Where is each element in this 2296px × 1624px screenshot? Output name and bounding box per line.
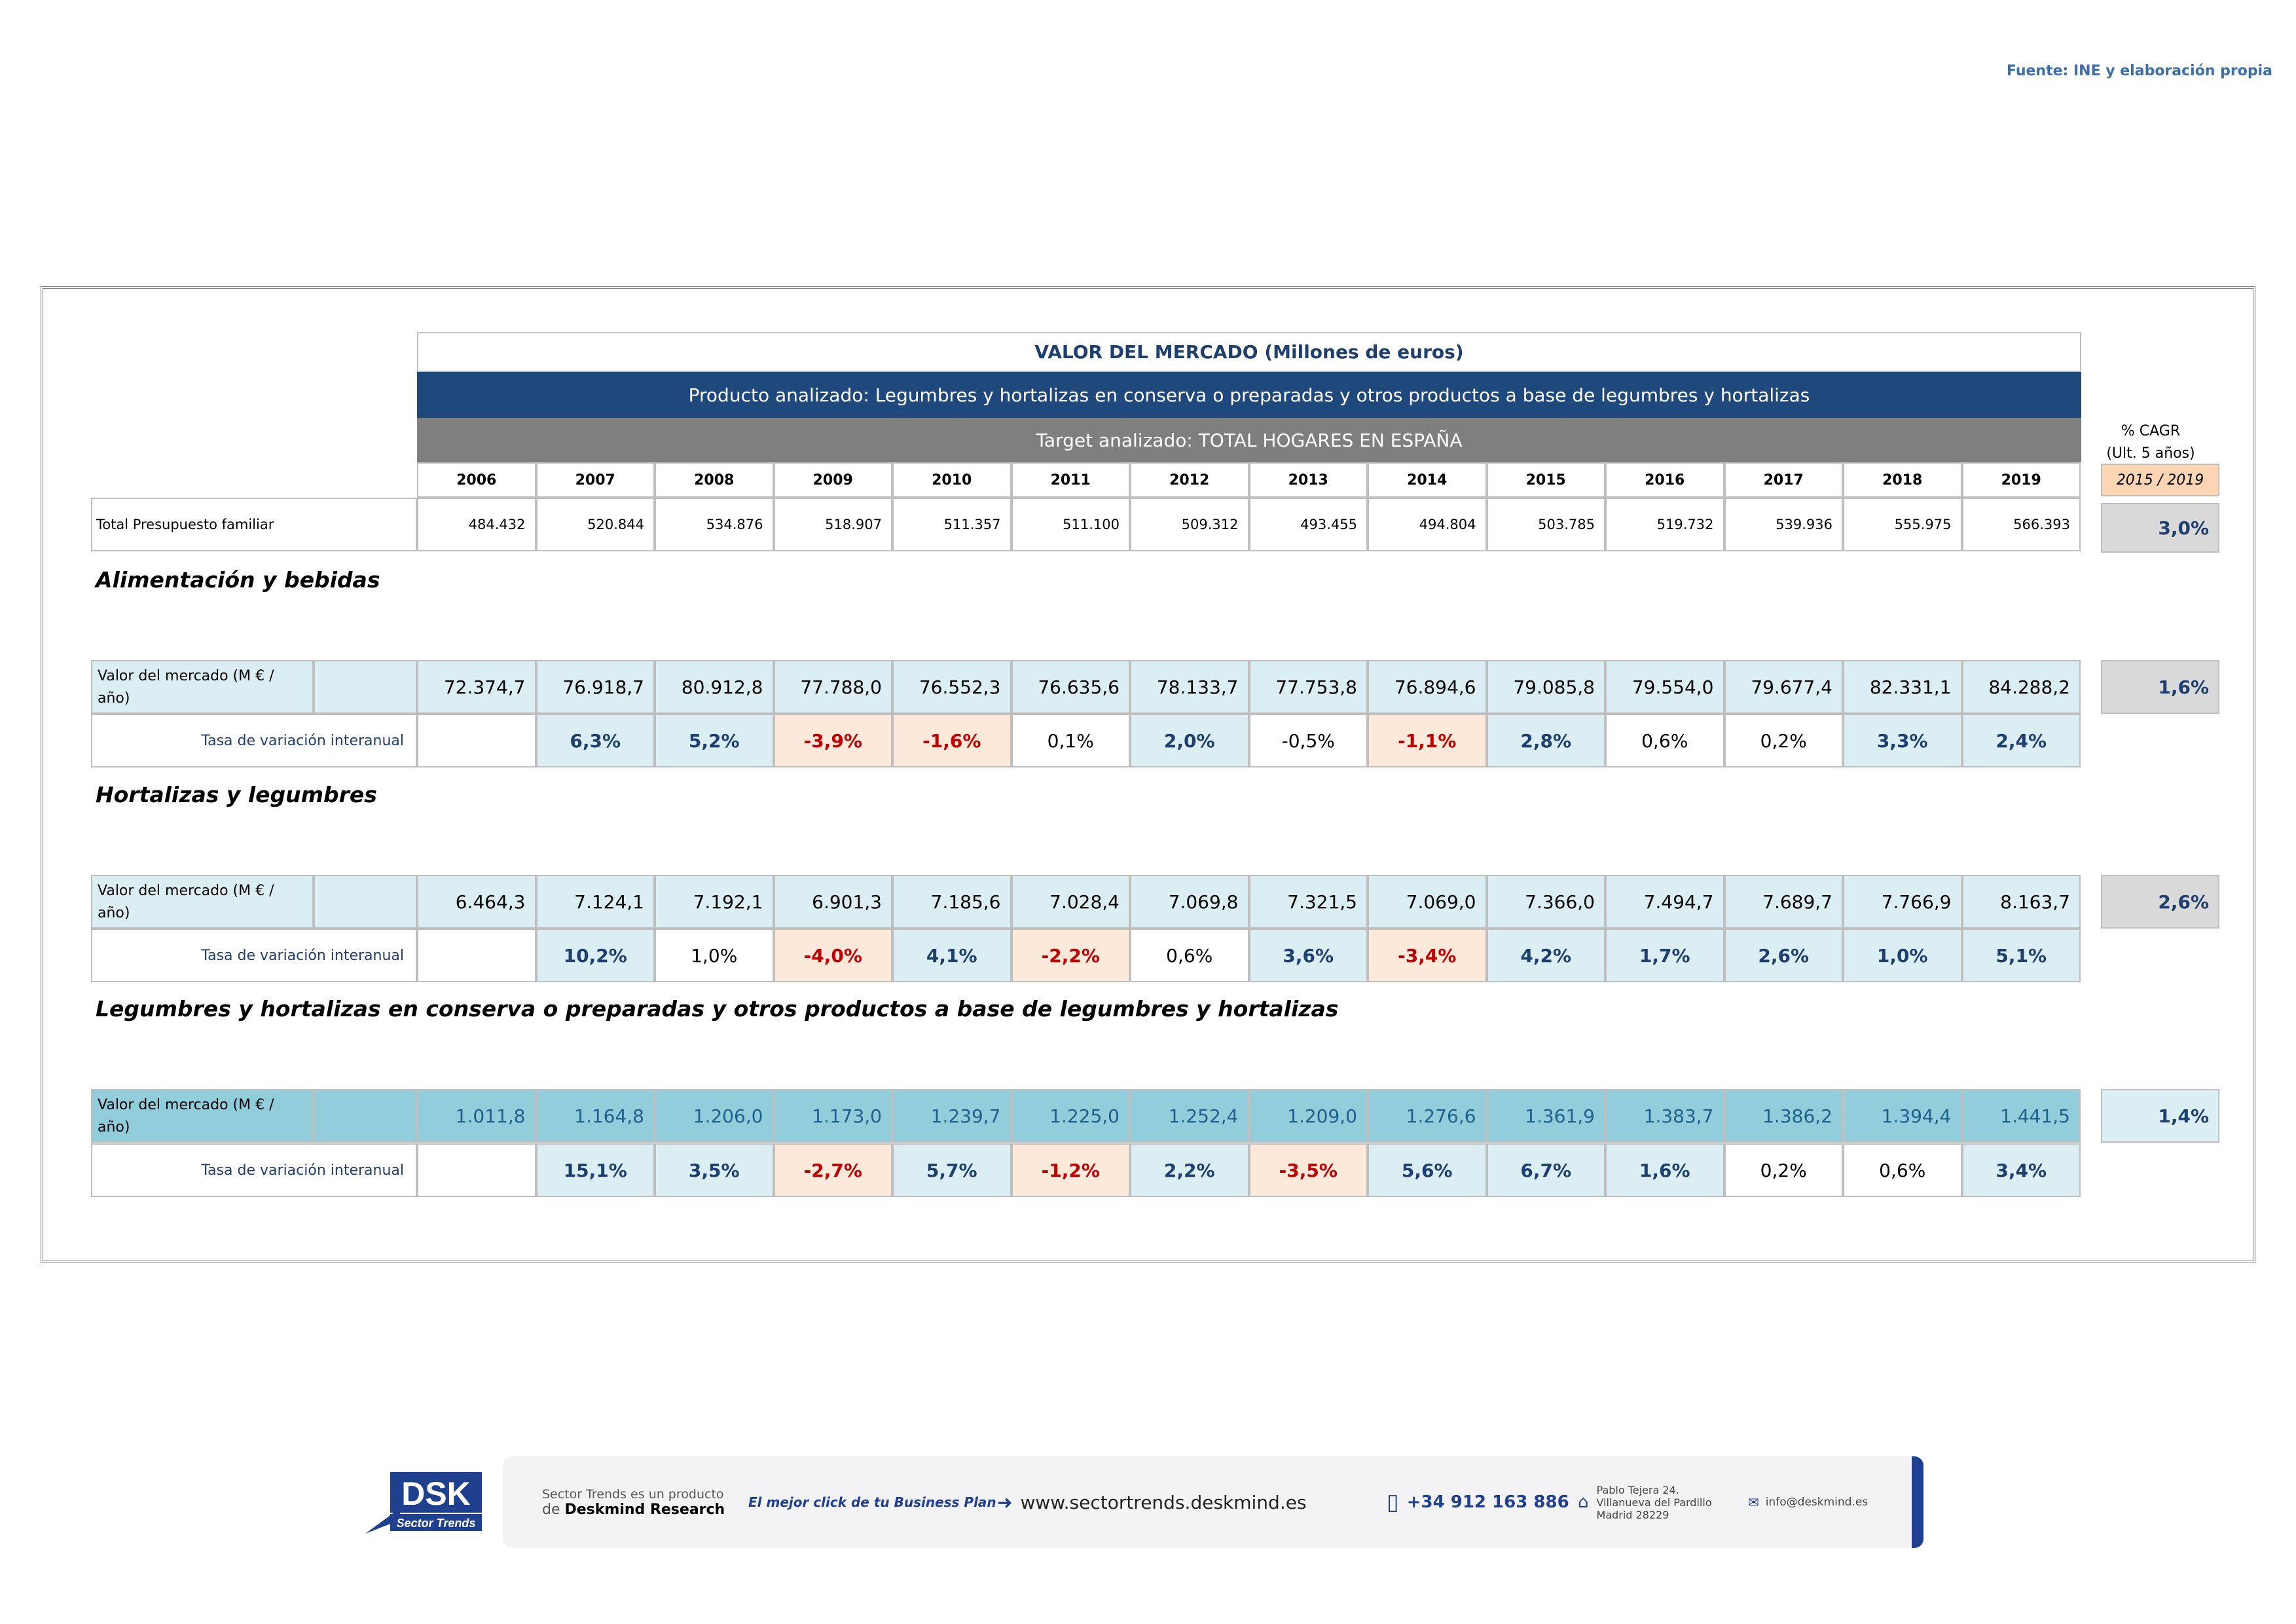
value-label-3: Valor del mercado (M € / año): [91, 1089, 314, 1143]
market-value-1-2019: 84.288,2: [1962, 660, 2081, 714]
year-header-2010: 2010: [892, 462, 1011, 498]
year-header-2018: 2018: [1843, 462, 1962, 498]
rate-value-1-2009: -3,9%: [774, 714, 893, 767]
footer-website: www.sectortrends.deskmind.es: [1020, 1491, 1307, 1513]
rate-empty-3: [417, 1143, 536, 1197]
section-title-3: Legumbres y hortalizas en conserva o preparadas y otros productos a base de legumbres y hortalizas: [96, 996, 1339, 1022]
home-icon: ⌂: [1578, 1492, 1589, 1512]
rate-value-3-2017: 0,2%: [1724, 1143, 1844, 1197]
budget-value-2012: 509.312: [1130, 498, 1249, 551]
market-value-2-2015: 7.366,0: [1487, 875, 1606, 929]
rate-value-2-2019: 5,1%: [1962, 929, 2081, 982]
market-value-2-2006: 6.464,3: [417, 875, 536, 929]
market-value-3-2015: 1.361,9: [1487, 1089, 1606, 1143]
rate-value-3-2018: 0,6%: [1843, 1143, 1962, 1197]
value-label-spacer-3: [314, 1089, 417, 1143]
rate-value-1-2016: 0,6%: [1605, 714, 1724, 767]
dsk-logo-icon: [365, 1471, 483, 1536]
year-header-2013: 2013: [1249, 462, 1368, 498]
market-value-1-2013: 77.753,8: [1249, 660, 1368, 714]
rate-value-2-2009: -4,0%: [774, 929, 893, 982]
market-value-1-2007: 76.918,7: [536, 660, 655, 714]
rate-value-3-2015: 6,7%: [1487, 1143, 1606, 1197]
market-value-3-2019: 1.441,5: [1962, 1089, 2081, 1143]
rate-value-2-2012: 0,6%: [1130, 929, 1249, 982]
rate-value-1-2011: 0,1%: [1011, 714, 1131, 767]
market-value-3-2011: 1.225,0: [1011, 1089, 1131, 1143]
market-value-3-2018: 1.394,4: [1843, 1089, 1962, 1143]
budget-value-2008: 534.876: [655, 498, 774, 551]
rate-value-1-2018: 3,3%: [1843, 714, 1962, 767]
footer-intro-prefix: de: [542, 1501, 560, 1518]
budget-value-2014: 494.804: [1368, 498, 1487, 551]
address-line2: Villanueva del Pardillo: [1596, 1496, 1712, 1509]
market-value-1-2015: 79.085,8: [1487, 660, 1606, 714]
rate-value-2-2017: 2,6%: [1724, 929, 1844, 982]
budget-value-2007: 520.844: [536, 498, 655, 551]
rate-value-2-2013: 3,6%: [1249, 929, 1368, 982]
source-note: Fuente: INE y elaboración propia: [2006, 63, 2272, 79]
cagr-header-line2: (Ult. 5 años): [2106, 445, 2195, 462]
market-value-3-2008: 1.206,0: [655, 1089, 774, 1143]
year-header-2016: 2016: [1605, 462, 1724, 498]
year-header-2015: 2015: [1487, 462, 1606, 498]
budget-value-2006: 484.432: [417, 498, 536, 551]
budget-value-2010: 511.357: [892, 498, 1011, 551]
market-value-2-2009: 6.901,3: [774, 875, 893, 929]
value-label-spacer-2: [314, 875, 417, 929]
year-header-2019: 2019: [1962, 462, 2081, 498]
rate-value-3-2007: 15,1%: [536, 1143, 655, 1197]
rate-value-2-2016: 1,7%: [1605, 929, 1724, 982]
value-label-2: Valor del mercado (M € / año): [91, 875, 314, 929]
budget-value-2015: 503.785: [1487, 498, 1606, 551]
market-value-1-2017: 79.677,4: [1724, 660, 1844, 714]
market-value-3-2006: 1.011,8: [417, 1089, 536, 1143]
rate-value-3-2010: 5,7%: [892, 1143, 1011, 1197]
mail-icon: ✉: [1748, 1494, 1759, 1510]
market-value-2-2010: 7.185,6: [892, 875, 1011, 929]
year-header-2006: 2006: [417, 462, 536, 498]
rate-label-1: Tasa de variación interanual: [91, 714, 417, 767]
footer-intro-line2: [542, 1502, 725, 1518]
market-cagr-1: 1,6%: [2101, 660, 2219, 714]
cagr-header-line1: % CAGR: [2121, 423, 2181, 439]
market-value-2-2019: 8.163,7: [1962, 875, 2081, 929]
footer-phone: +34 912 163 886: [1406, 1492, 1569, 1512]
market-value-3-2013: 1.209,0: [1249, 1089, 1368, 1143]
footer-intro-line1: Sector Trends es un producto: [542, 1486, 724, 1502]
dsk-logo: [365, 1471, 483, 1536]
target-banner: Target analizado: TOTAL HOGARES EN ESPAÑA: [417, 418, 2081, 462]
market-value-2-2011: 7.028,4: [1011, 875, 1131, 929]
market-cagr-2: 2,6%: [2101, 875, 2219, 929]
market-value-3-2016: 1.383,7: [1605, 1089, 1724, 1143]
rate-value-3-2019: 3,4%: [1962, 1143, 2081, 1197]
section-title-2: Hortalizas y legumbres: [96, 782, 377, 807]
year-header-2017: 2017: [1724, 462, 1844, 498]
budget-value-2009: 518.907: [774, 498, 893, 551]
market-value-1-2012: 78.133,7: [1130, 660, 1249, 714]
year-header-2011: 2011: [1011, 462, 1131, 498]
rate-value-1-2012: 2,0%: [1130, 714, 1249, 767]
phone-icon: ▯: [1387, 1489, 1399, 1515]
budget-value-2016: 519.732: [1605, 498, 1724, 551]
section-title-1: Alimentación y bebidas: [96, 567, 380, 593]
website-arrow-icon: ➜: [997, 1491, 1013, 1513]
market-value-1-2016: 79.554,0: [1605, 660, 1724, 714]
budget-value-2013: 493.455: [1249, 498, 1368, 551]
budget-value-2018: 555.975: [1843, 498, 1962, 551]
market-value-3-2012: 1.252,4: [1130, 1089, 1249, 1143]
rate-value-1-2013: -0,5%: [1249, 714, 1368, 767]
address-line3: Madrid 28229: [1596, 1508, 1669, 1521]
value-label-1: Valor del mercado (M € / año): [91, 660, 314, 714]
budget-cagr: 3,0%: [2101, 503, 2219, 553]
footer-phone-link[interactable]: [1387, 1456, 1569, 1548]
footer-intro: [542, 1456, 725, 1548]
value-label-spacer-1: [314, 660, 417, 714]
market-value-1-2014: 76.894,6: [1368, 660, 1487, 714]
rate-value-2-2018: 1,0%: [1843, 929, 1962, 982]
market-value-2-2008: 7.192,1: [655, 875, 774, 929]
rate-value-2-2007: 10,2%: [536, 929, 655, 982]
logo-subtext: Sector Trends: [396, 1517, 476, 1530]
budget-label: Total Presupuesto familiar: [91, 498, 417, 551]
year-header-2007: 2007: [536, 462, 655, 498]
footer-email-link[interactable]: [1748, 1456, 1868, 1548]
market-value-2-2016: 7.494,7: [1605, 875, 1724, 929]
market-value-1-2008: 80.912,8: [655, 660, 774, 714]
footer-address: [1578, 1456, 1712, 1548]
rate-value-3-2011: -1,2%: [1011, 1143, 1131, 1197]
budget-value-2017: 539.936: [1724, 498, 1844, 551]
rate-value-1-2017: 0,2%: [1724, 714, 1844, 767]
year-header-2012: 2012: [1130, 462, 1249, 498]
rate-value-1-2014: -1,1%: [1368, 714, 1487, 767]
market-value-2-2017: 7.689,7: [1724, 875, 1844, 929]
rate-label-2: Tasa de variación interanual: [91, 929, 417, 982]
rate-value-2-2008: 1,0%: [655, 929, 774, 982]
cagr-header: [2091, 420, 2210, 465]
market-value-3-2017: 1.386,2: [1724, 1089, 1844, 1143]
footer-brand: Deskmind Research: [564, 1501, 725, 1518]
market-value-3-2007: 1.164,8: [536, 1089, 655, 1143]
budget-value-2019: 566.393: [1962, 498, 2081, 551]
rate-value-3-2008: 3,5%: [655, 1143, 774, 1197]
rate-value-3-2016: 1,6%: [1605, 1143, 1724, 1197]
rate-label-3: Tasa de variación interanual: [91, 1143, 417, 1197]
rate-value-1-2010: -1,6%: [892, 714, 1011, 767]
rate-value-1-2007: 6,3%: [536, 714, 655, 767]
rate-value-2-2014: -3,4%: [1368, 929, 1487, 982]
rate-value-3-2009: -2,7%: [774, 1143, 893, 1197]
rate-value-3-2013: -3,5%: [1249, 1143, 1368, 1197]
market-value-2-2018: 7.766,9: [1843, 875, 1962, 929]
rate-value-1-2015: 2,8%: [1487, 714, 1606, 767]
rate-value-2-2011: -2,2%: [1011, 929, 1131, 982]
market-cagr-3: 1,4%: [2101, 1089, 2219, 1143]
market-value-1-2010: 76.552,3: [892, 660, 1011, 714]
market-value-3-2014: 1.276,6: [1368, 1089, 1487, 1143]
footer-email: info@deskmind.es: [1765, 1496, 1868, 1509]
table-title: VALOR DEL MERCADO (Millones de euros): [417, 332, 2081, 372]
rate-empty-2: [417, 929, 536, 982]
market-value-2-2007: 7.124,1: [536, 875, 655, 929]
budget-value-2011: 511.100: [1011, 498, 1131, 551]
rate-value-1-2008: 5,2%: [655, 714, 774, 767]
footer-banner: [365, 1456, 1923, 1555]
rate-value-2-2010: 4,1%: [892, 929, 1011, 982]
market-value-1-2018: 82.331,1: [1843, 660, 1962, 714]
market-value-1-2006: 72.374,7: [417, 660, 536, 714]
market-value-1-2011: 76.635,6: [1011, 660, 1131, 714]
year-header-2014: 2014: [1368, 462, 1487, 498]
rate-value-3-2012: 2,2%: [1130, 1143, 1249, 1197]
market-value-3-2010: 1.239,7: [892, 1089, 1011, 1143]
market-value-1-2009: 77.788,0: [774, 660, 893, 714]
year-header-2009: 2009: [774, 462, 893, 498]
cagr-period: 2015 / 2019: [2101, 464, 2219, 496]
rate-value-3-2014: 5,6%: [1368, 1143, 1487, 1197]
logo-text: DSK: [401, 1475, 471, 1512]
rate-value-2-2015: 4,2%: [1487, 929, 1606, 982]
market-value-2-2014: 7.069,0: [1368, 875, 1487, 929]
footer-website-link[interactable]: [997, 1456, 1307, 1548]
footer-info-bar: [503, 1456, 1923, 1548]
market-value-2-2013: 7.321,5: [1249, 875, 1368, 929]
market-value-2-2012: 7.069,8: [1130, 875, 1249, 929]
address-line1: Pablo Tejera 24.: [1596, 1483, 1679, 1496]
rate-empty-1: [417, 714, 536, 767]
rate-value-1-2019: 2,4%: [1962, 714, 2081, 767]
product-banner: Producto analizado: Legumbres y hortalizas en conserva o preparadas y otros productos a base de legumbres y hortalizas: [417, 372, 2081, 418]
year-header-2008: 2008: [655, 462, 774, 498]
footer-slogan: El mejor click de tu Business Plan: [748, 1494, 996, 1510]
market-value-3-2009: 1.173,0: [774, 1089, 893, 1143]
